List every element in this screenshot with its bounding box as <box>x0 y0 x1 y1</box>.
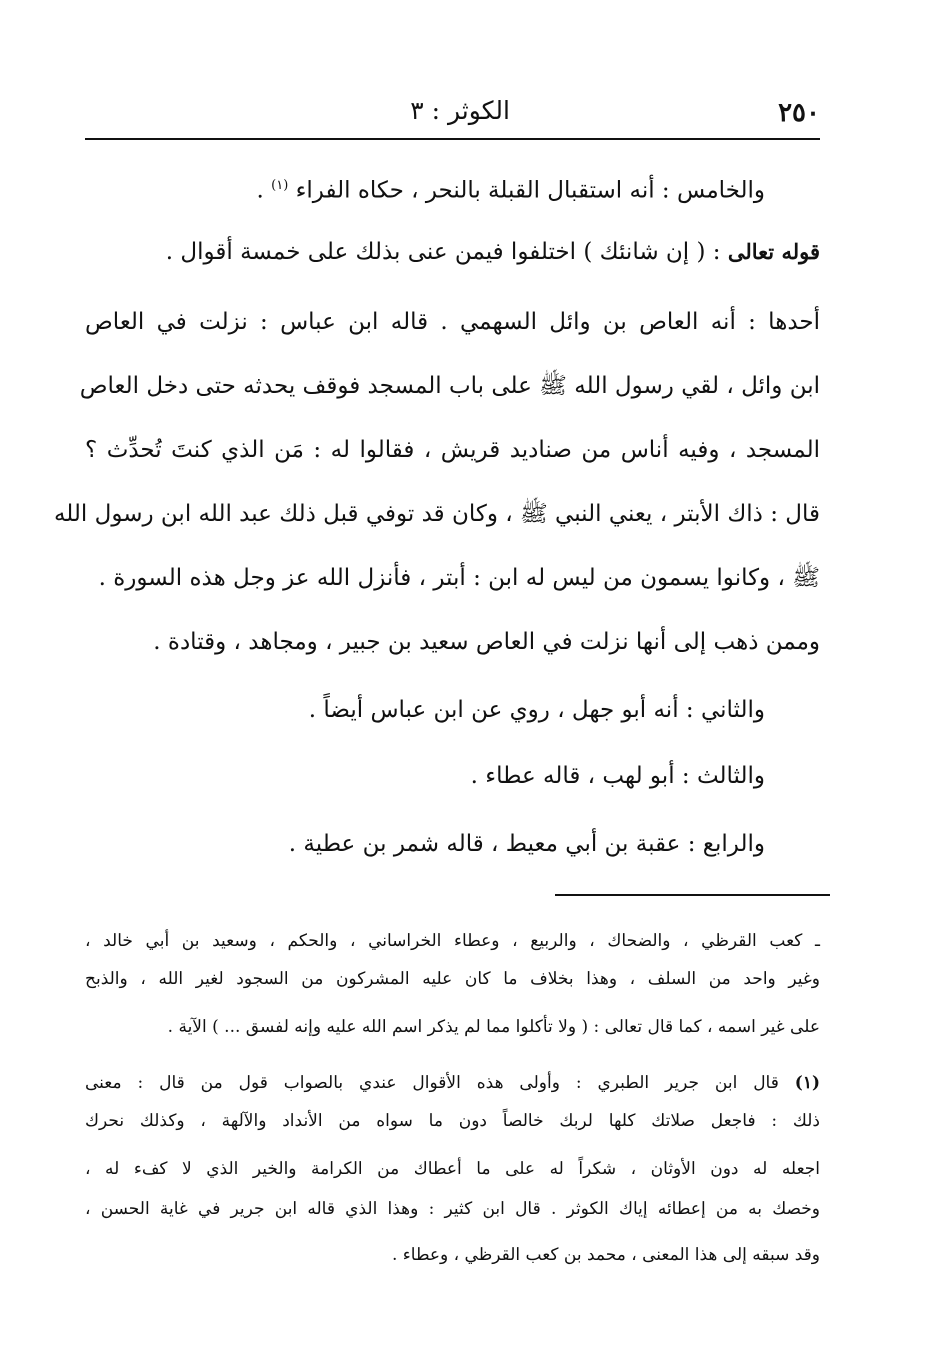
footnote-separator <box>555 894 830 896</box>
footnote-continuation-line: على غير اسمه ، كما قال تعالى : ( ولا تأكلوا مما لم يذكر اسم الله عليه وإنه لفسق ... ) الآية . <box>167 1017 820 1037</box>
footnote-1-line: اجعله له دون الأوثان ، شكراً له على ما أعطاك من الكرامة والخير الذي لا كفء له ، <box>85 1159 820 1179</box>
paragraph-fifth-opinion <box>257 166 765 206</box>
footnote-1-first-line <box>85 1067 820 1099</box>
footnote-1-text: قال ابن جرير الطبري : وأولى هذه الأقوال عندي بالصواب قول من قال : معنى <box>85 1073 795 1093</box>
paragraph-first-opinion-line: قال : ذاك الأبتر ، يعني النبي ﷺ ، وكان قد توفي قبل ذلك عبد الله ابن رسول الله <box>53 501 820 527</box>
paragraph-fourth-opinion: والرابع : عقبة بن أبي معيط ، قاله شمر بن عطية . <box>288 831 765 857</box>
footnote-reference: (١) <box>271 178 289 193</box>
footnote-1-line: ذلك : فاجعل صلاتك كلها لربك خالصاً دون ما سواه من الأنداد والآلهة ، وكذلك نحرك <box>85 1111 820 1131</box>
paragraph-proponents: وممن ذهب إلى أنها نزلت في العاص سعيد بن جبير ، ومجاهد ، وقتادة . <box>153 629 820 655</box>
paragraph-first-opinion-line: ابن وائل ، لقي رسول الله ﷺ على باب المسجد فوقف يحدثه حتى دخل العاص <box>79 373 820 399</box>
header-rule <box>85 138 820 140</box>
paragraph-second-opinion: والثاني : أنه أبو جهل ، روي عن ابن عباس أيضاً . <box>308 697 765 723</box>
paragraph-first-opinion-line: المسجد ، وفيه أناس من صناديد قريش ، فقالوا له : مَن الذي كنتَ تُحدِّث ؟ <box>85 437 820 463</box>
footnote-continuation-line: ـ كعب القرظي ، والضحاك ، والربيع ، وعطاء الخراساني ، والحكم ، وسعيد بن أبي خالد ، <box>85 931 820 951</box>
page-header <box>85 92 820 134</box>
paragraph-first-opinion-line: أحدها : أنه العاص بن وائل السهمي . قاله ابن عباس : نزلت في العاص <box>85 309 820 335</box>
paragraph-text: : ( إن شانئك ) اختلفوا فيمن عنى بذلك على خمسة أقوال . <box>165 239 721 265</box>
footnote-continuation-line: وغير واحد من السلف ، وهذا بخلاف ما كان عليه المشركون من السجود لغير الله ، والذبح <box>85 969 820 989</box>
paragraph-first-opinion-line: ﷺ ، وكانوا يسمون من ليس له ابن : أبتر ، فأنزل الله عز وجل هذه السورة . <box>98 565 820 591</box>
footnote-1-label: (١) <box>794 1073 820 1093</box>
running-title: الكوثر : ٣ <box>410 96 510 125</box>
paragraph-end: . <box>256 177 264 204</box>
verse-lead: قوله تعالى <box>727 239 820 264</box>
footnote-1-line: وقد سبقه إلى هذا المعنى ، محمد بن كعب القرظي ، وعطاء . <box>391 1245 820 1265</box>
paragraph-text: والخامس : أنه استقبال القبلة بالنحر ، حكاه الفراء <box>295 177 765 204</box>
paragraph-third-opinion: والثالث : أبو لهب ، قاله عطاء . <box>470 763 765 789</box>
page-number: ٢٥٠ <box>778 98 820 128</box>
paragraph-verse-intro <box>166 232 820 272</box>
footnote-1-line: وخصك به من إعطائه إياك الكوثر . قال ابن كثير : وهذا الذي قاله ابن جرير في غاية الحسن ، <box>85 1199 820 1219</box>
